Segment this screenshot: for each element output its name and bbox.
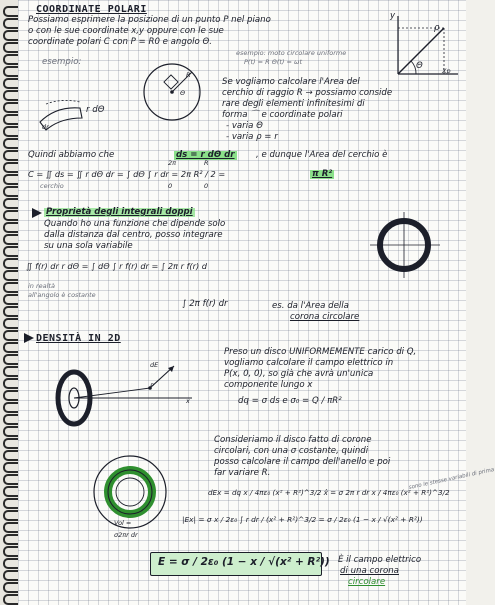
rho-label: ρ [434, 23, 440, 33]
dE-label: dE [150, 361, 159, 369]
text-line: di una corona [340, 566, 399, 576]
text-line: P(x, 0, 0), so già che avrà un'unica [224, 369, 374, 379]
text-line: posso calcolare il campo dell'anello e poi [214, 457, 391, 467]
area-result-highlight: π R² [312, 169, 333, 179]
spiral-binding [0, 0, 18, 605]
text-line: - varia ρ = r [226, 132, 278, 142]
theta-label: Θ [416, 61, 423, 71]
text-line: circolari, con una σ costante, quindi [214, 446, 369, 456]
grey-note: sono le stesse variabili di prima [408, 467, 495, 491]
text-line: Consideriamo il disco fatto di corone [214, 435, 372, 445]
charged-disk-diagram [42, 360, 202, 440]
section-title-densita: DENSITÀ IN 2D [36, 333, 121, 344]
text-line: - varia Θ [226, 121, 263, 131]
axis-y-label: y [390, 11, 396, 21]
ds-formula-highlight: ds = r dΘ dr [176, 150, 235, 160]
text-line: o con le sue coordinate x,y oppure con le sue [28, 26, 224, 36]
limit-lower: 0 [168, 182, 173, 190]
thick-ring-diagram [370, 212, 440, 278]
text-line: È il campo elettrico [338, 555, 422, 565]
text-line: forma ⌒ e coordinate polari [222, 110, 343, 120]
grey-note: all'angolo è costante [28, 291, 96, 299]
x-label: x [186, 397, 190, 405]
text-line: vogliamo calcolare il campo elettrico in [224, 358, 394, 368]
cerchio-subscript: cerchio [40, 182, 64, 190]
example-label: esempio: [42, 57, 82, 67]
dE-equation: dEx = dq x / 4πε₀ (x² + R²)^3/2 x̂ = σ 2π r dr x / 4πε₀ (x² + R²)^3/2 [208, 488, 450, 497]
grey-note: esempio: moto circolare uniforme [236, 49, 347, 57]
dS-label: σ2πr dr [114, 531, 138, 539]
text-line: dalla distanza dal centro, posso integrare [44, 230, 223, 240]
text-line: Preso un disco UNIFORMEMENTE carico di Q, [224, 347, 417, 357]
volume-label: Vol = [114, 519, 132, 527]
text-line: rare degli elementi infinitesimi di [222, 99, 365, 109]
text-line: Quando ho una funzione che dipende solo [44, 219, 226, 229]
Ex-equation: |Ex| = σ x / 2ε₀ ∫ r dr / (x² + R²)^3/2 = σ / 2ε₀ (1 − x / √(x² + R²)) [182, 515, 423, 524]
integral-equation-2: ∫ 2π f(r) dr [182, 299, 228, 309]
dr-label: dr [42, 123, 49, 131]
integral-equation: ∬ f(r) dr r dΘ = ∫ dΘ ∫ r f(r) dr = ∫ 2π r f(r) d [26, 261, 207, 271]
text-line: Possiamo esprimere la posizione di un punto P nel piano [28, 15, 271, 25]
final-field-equation: E = σ / 2ε₀ (1 − x / √(x² + R²)) [158, 556, 330, 568]
P-label: P [150, 382, 154, 390]
rdtheta-label: r dΘ [86, 105, 105, 115]
section-title-coordinate-polari: COORDINATE POLARI [36, 4, 147, 15]
text-line: coordinate polari C con P = R0 e angolo Θ. [28, 37, 212, 47]
section-title-proprieta: Proprietà degli integrali doppi [46, 207, 193, 217]
circle-diagram [138, 60, 208, 124]
circle-theta-label: Θ [180, 89, 186, 97]
limit-upper: 2π [168, 159, 177, 167]
text-line: es. da l'Area della [272, 301, 349, 311]
text-line: Se vogliamo calcolare l'Area del [222, 77, 360, 87]
text-line: circolare [348, 577, 386, 587]
text-line: componente lungo x [224, 380, 313, 390]
grey-note: in realtà [28, 282, 55, 290]
arrow-bullet-icon [24, 333, 34, 343]
notebook-page [18, 0, 495, 605]
xp-label: Xp [442, 67, 451, 75]
text-line: su una sola variabile [44, 241, 133, 251]
limit-lower: 0 [204, 182, 209, 190]
text-line: far variare R. [214, 468, 271, 478]
circle-R-label: R [186, 71, 191, 79]
arrow-bullet-icon [32, 208, 42, 218]
text-line: corona circolare [290, 312, 360, 322]
area-equation: C = ∬ ds = ∬ r dΘ dr = ∫ dΘ ∫ r dr = 2π R² / 2 = [28, 169, 226, 179]
grey-note: P(t) = R Θ(t) = ωt [244, 58, 303, 66]
dq-equation: dq = σ ds e σ₀ = Q / πR² [238, 396, 342, 406]
limit-upper: R [204, 159, 209, 167]
text-line: cerchio di raggio R → possiamo conside [222, 88, 393, 98]
text-line: Quindi abbiamo che [28, 150, 115, 160]
text-line: , e dunque l'Area del cerchio è [256, 150, 388, 160]
